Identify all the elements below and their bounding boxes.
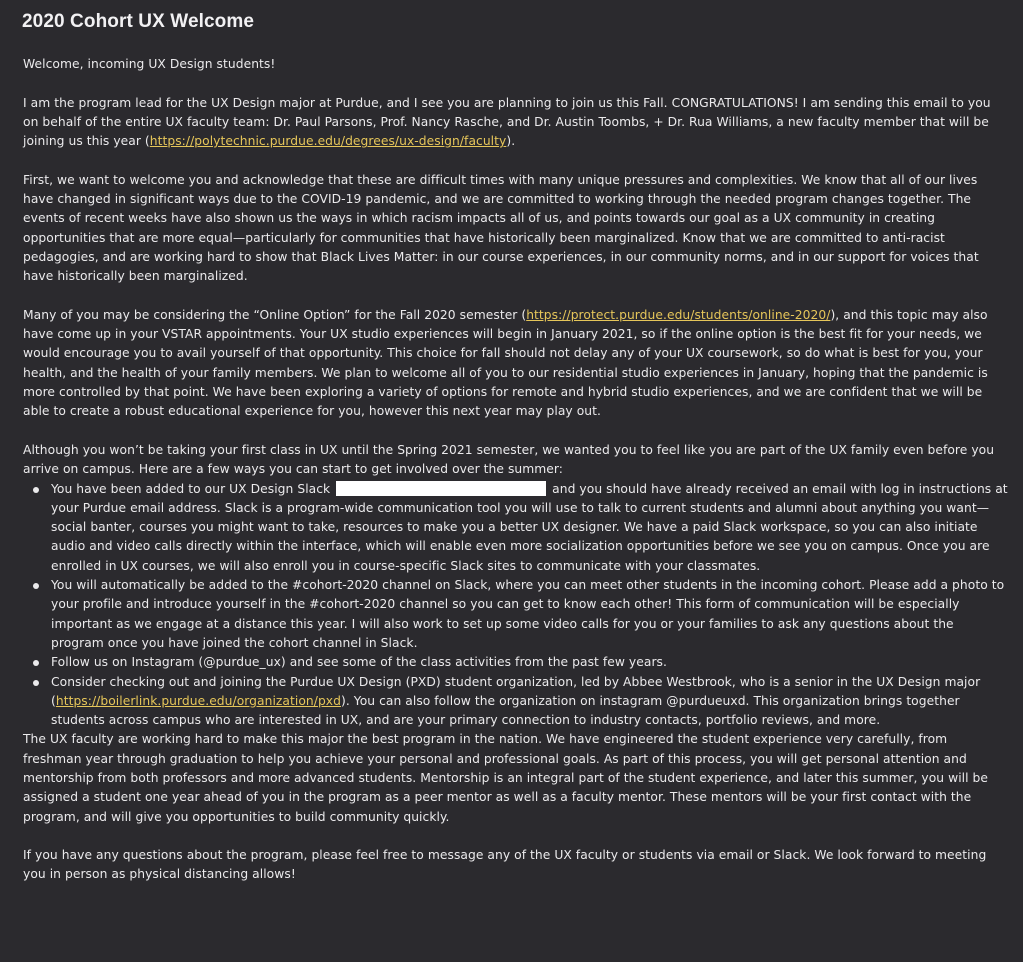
bullet-icon bbox=[33, 680, 39, 686]
list-item: You will automatically be added to the #cohort-2020 channel on Slack, where you can meet other students in the incoming cohort. Please add a photo to your profile and introduce yourself in the #cohort-2020 channel so you can get to know each other! This form of communication will be especially important as we engage at a distance this year. I will also work to set up some video calls for you or your families to ask any questions about the program once you have joined the cohort channel in Slack. bbox=[51, 576, 1008, 653]
bullet-icon bbox=[33, 583, 39, 589]
faculty-link[interactable]: https://polytechnic.purdue.edu/degrees/ux-design/faculty bbox=[149, 134, 507, 149]
welcome-paragraph: First, we want to welcome you and acknowledge that these are difficult times with many unique pressures and complexities. We know that all of our lives have changed in significant ways due to the COVID-19 pandemic, and we are committed to working through the needed program changes together. The events of recent weeks have also shown us the ways in which racism impacts all of us, and points towards our goal as a UX community in creating opportunities that are more equal—particularly for communities that have historically been marginalized. Know that we are committed to anti-racist pedagogies, and are working hard to show that Black Lives Matter: in our course experiences, in our community norms, and in our support for voices that have historically been marginalized. bbox=[23, 172, 979, 284]
get-involved-paragraph: Although you won’t be taking your first class in UX until the Spring 2021 semester, we wanted you to feel like you are part of the UX family even before you arrive on campus. Here are a few ways you can start to get involved over the summer: bbox=[23, 442, 995, 477]
greeting: Welcome, incoming UX Design students! bbox=[23, 57, 276, 71]
intro-paragraph: I am the program lead for the UX Design major at Purdue, and I see you are planning to join us this Fall. CONGRATULATIONS! I am sending this email to you on behalf of the entire UX faculty team: Dr. Paul Parsons, Prof. Nancy Rasche, and Dr. Austin Toombs, + Dr. Rua Williams, a new faculty member that will be joining us this year (https://polytechnic.purdue.edu/degrees/ux-design/faculty). bbox=[23, 95, 991, 149]
bullet-icon bbox=[33, 660, 39, 666]
list-item: Follow us on Instagram (@purdue_ux) and see some of the class activities from the past few years. bbox=[51, 653, 1008, 672]
page-title: 2020 Cohort UX Welcome bbox=[22, 11, 255, 32]
online-2020-link[interactable]: https://protect.purdue.edu/students/online-2020/ bbox=[526, 307, 831, 322]
bullet-icon bbox=[33, 487, 39, 493]
involvement-list bbox=[23, 480, 1008, 731]
list-item: Consider checking out and joining the Purdue UX Design (PXD) student organization, led by Abbee Westbrook, who is a senior in the UX Design major (https://boilerlink.purdue.edu/organization/pxd). You can also follow the organization on instagram @purdueuxd. This organization brings together students across campus who are interested in UX, and are your primary connection to industry contacts, portfolio reviews, and more. bbox=[51, 673, 1008, 731]
email-body bbox=[23, 55, 1008, 885]
faculty-paragraph: The UX faculty are working hard to make this major the best program in the nation. We have engineered the student experience very carefully, from freshman year through graduation to help you achieve your personal and professional goals. As part of this process, you will get personal attention and mentorship from both professors and more advanced students. Mentorship is an integral part of the student experience, and later this summer, you will be assigned a student one year ahead of you in the program as a peer mentor as well as a faculty mentor. These mentors will be your first contact with the program, and will give you opportunities to build community quickly. bbox=[23, 732, 989, 824]
list-item: You have been added to our UX Design Slack and you should have already received an email with log in instructions at your Purdue email address. Slack is a program-wide communication tool you will use to talk to current students and alumni about anything you want—social banter, courses you might want to take, resources to make you a better UX designer. We have a paid Slack workspace, so you can also initiate audio and video calls directly within the interface, which will enable even more socialization opportunities before we see you on campus. Once you are enrolled in UX courses, we will also enroll you in course-specific Slack sites to communicate with your classmates. bbox=[51, 480, 1008, 576]
redaction-box bbox=[336, 481, 546, 496]
pxd-org-link[interactable]: https://boilerlink.purdue.edu/organization/pxd bbox=[55, 693, 341, 708]
online-option-paragraph: Many of you may be considering the “Online Option” for the Fall 2020 semester (https://protect.purdue.edu/students/online-2020/), and this topic may also have come up in your VSTAR appointments. Your UX studio experiences will begin in January 2021, so if the online option is the best fit for your needs, we would encourage you to avail yourself of that opportunity. This choice for fall should not delay any of your UX coursework, so do what is best for you, your health, and the health of your family members. We plan to welcome all of you to our residential studio experiences in January, hoping that the pandemic is more controlled by that point. We have been exploring a variety of options for remote and hybrid studio experiences, and we are confident that we will be able to create a robust educational experience for you, however this next year may play out. bbox=[23, 307, 988, 419]
closing-paragraph: If you have any questions about the program, please feel free to message any of the UX faculty or students via email or Slack. We look forward to meeting you in person as physical distancing allows! bbox=[23, 848, 987, 882]
